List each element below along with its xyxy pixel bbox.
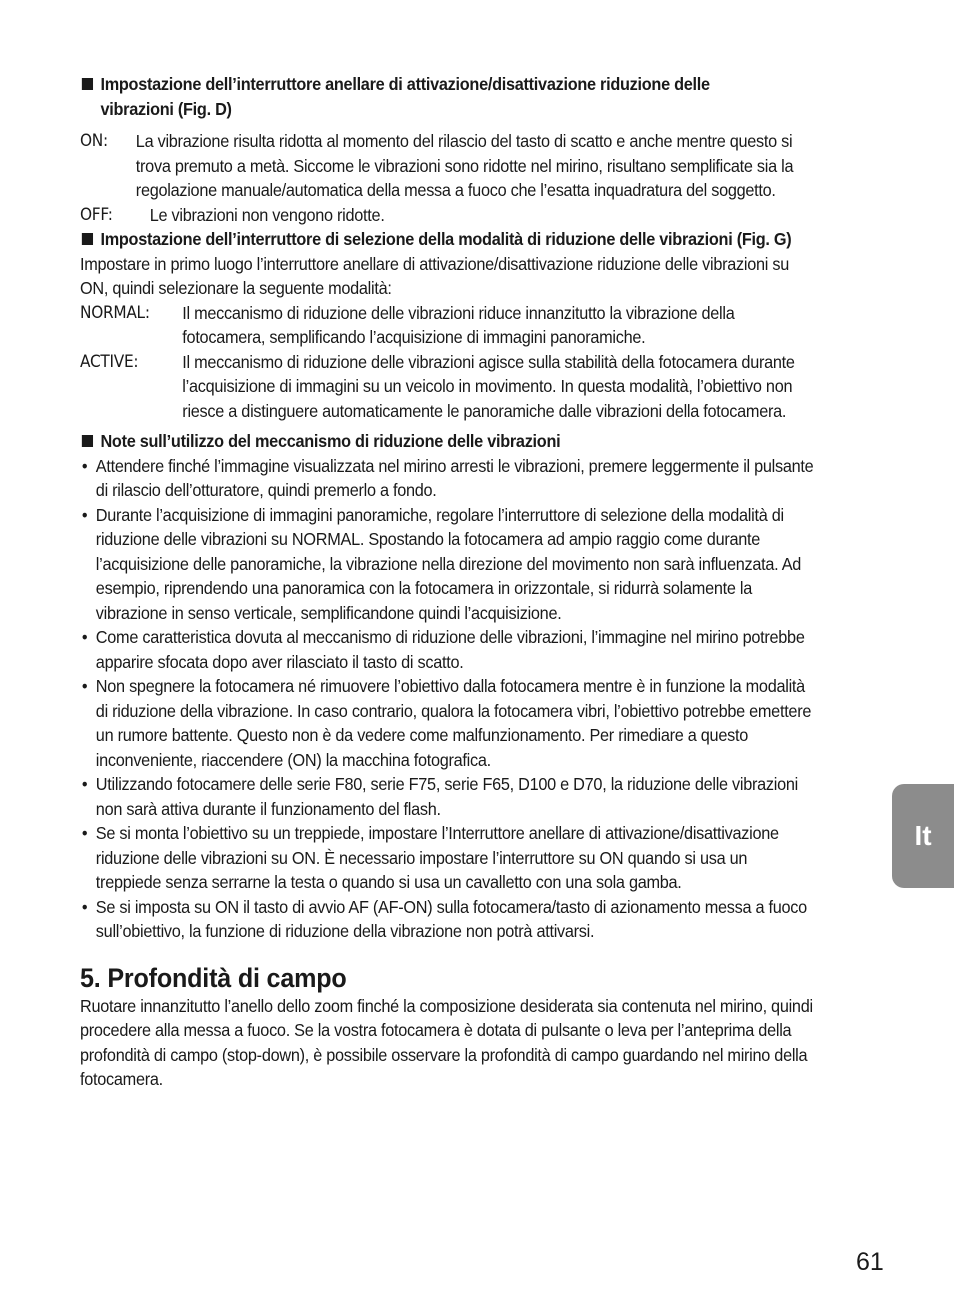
heading-text: Impostazione dell’interruttore di selezione della modalità di riduzione delle vibrazioni (Fig. G) — [100, 229, 792, 249]
term-label: ON: — [80, 131, 108, 150]
page-number: 61 — [856, 1248, 884, 1276]
depth-paragraph: Ruotare innanzitutto l’anello dello zoom finché la composizione desiderata sia contenuta nel mirino, quindi procedere alla messa a fuoco. Se la vostra fotocamera è dotata di pulsante o leva per l’anteprima della profondità di campo (stop-down), è possibile osservare la profondità di campo guardando nel mirino della fotocamera. — [80, 995, 813, 1089]
list-item: • Attendere finché l’immagine visualizzata nel mirino arresti le vibrazioni, premere leggermente il pulsante di rilascio dell’otturatore, quindi premerlo a fondo. — [80, 454, 815, 503]
list-item: • Non spegnere la fotocamera né rimuovere l’obiettivo dalla fotocamera mentre è in funzione la modalità di riduzione della vibrazione. In caso contrario, qualora la fotocamera vibri, l’obiettivo potrebbe emettere un rumore battente. Questo non è da vedere come malfunzionamento. Per rimediare a questo inconveniente, riaccendere (ON) la macchina fotografica. — [80, 674, 815, 772]
square-bullet-icon — [82, 78, 93, 90]
term-normal — [80, 301, 815, 350]
list-item: • Utilizzando fotocamere delle serie F80, serie F75, serie F65, D100 e D70, la riduzione delle vibrazioni non sarà attiva durante il funzionamento del flash. — [80, 772, 815, 821]
term-label: OFF: — [80, 204, 113, 224]
heading-text-cont: vibrazioni (Fig. D) — [100, 98, 232, 119]
term-description: La vibrazione risulta ridotta al momento del rilascio del tasto di scatto e anche mentre questo si trova premuto a metà. Siccome le vibrazioni sono ridotte nel mirino, risultano semplificate sia la regolazione manuale/automatica della messa a fuoco che l’esatta inquadratura del soggetto. — [135, 131, 794, 200]
page-content — [80, 72, 815, 1092]
term-description: Le vibrazioni non vengono ridotte. — [149, 204, 385, 225]
intro-paragraph: Impostare in primo luogo l’interruttore anellare di attivazione/disattivazione riduzione delle vibrazioni su ON, quindi selezionare la seguente modalità: — [80, 253, 789, 298]
language-tab: It — [892, 784, 954, 888]
list-item: • Se si monta l’obiettivo su un treppiede, impostare l’Interruttore anellare di attivazione/disattivazione riduzione delle vibrazioni su ON. È necessario impostare l’interruttore su ON quando si usa un treppiede senza serrarne la testa o quando si usa un cavalletto con una sola gamba. — [80, 821, 815, 895]
term-on — [80, 129, 815, 203]
notes-list — [80, 454, 815, 944]
section-title-depth-of-field: 5. Profondità di campo — [80, 962, 347, 993]
section-heading-vr-mode — [80, 227, 815, 252]
heading-text: Impostazione dell’interruttore anellare di attivazione/disattivazione riduzione delle — [100, 74, 710, 94]
term-description: Il meccanismo di riduzione delle vibrazioni riduce innanzitutto la vibrazione della fotocamera, semplificando l’acquisizione di immagini panoramiche. — [182, 302, 735, 347]
list-item: • Durante l’acquisizione di immagini panoramiche, regolare l’interruttore di selezione della modalità di riduzione delle vibrazioni su NORMAL. Spostando la fotocamera ad ampio raggio come durante l’acquisizione delle panoramiche, la vibrazione nella direzione del movimento non sarà influenzata. Ad esempio, riprendendo una panoramica con la fotocamera in orizzontale, si ridurrà solamente la vibrazione in senso verticale, semplificandone quindi l’acquisizione. — [80, 503, 815, 626]
term-active — [80, 350, 815, 424]
list-item: • Come caratteristica dovuta al meccanismo di riduzione delle vibrazioni, l’immagine nel mirino potrebbe apparire sfocata dopo aver rilasciato il tasto di scatto. — [80, 625, 815, 674]
term-off — [80, 203, 815, 228]
list-item: • Se si imposta su ON il tasto di avvio AF (AF-ON) sulla fotocamera/tasto di azionamento messa a fuoco sull’obiettivo, la funzione di riduzione della vibrazione non potrà attivarsi. — [80, 895, 815, 944]
term-label: ACTIVE: — [80, 351, 139, 371]
square-bullet-icon — [82, 233, 93, 245]
heading-text: Note sull’utilizzo del meccanismo di riduzione delle vibrazioni — [100, 431, 561, 451]
section-heading-vr-switch — [80, 72, 815, 121]
square-bullet-icon — [82, 435, 93, 447]
term-description: Il meccanismo di riduzione delle vibrazioni agisce sulla stabilità della fotocamera durante l’acquisizione di immagini su un veicolo in movimento. In questa modalità, l’obiettivo non riesce a distinguere automaticamente le panoramiche dalle vibrazioni della fotocamera. — [182, 351, 795, 421]
term-label: NORMAL: — [80, 302, 150, 322]
section-heading-notes — [80, 429, 815, 454]
